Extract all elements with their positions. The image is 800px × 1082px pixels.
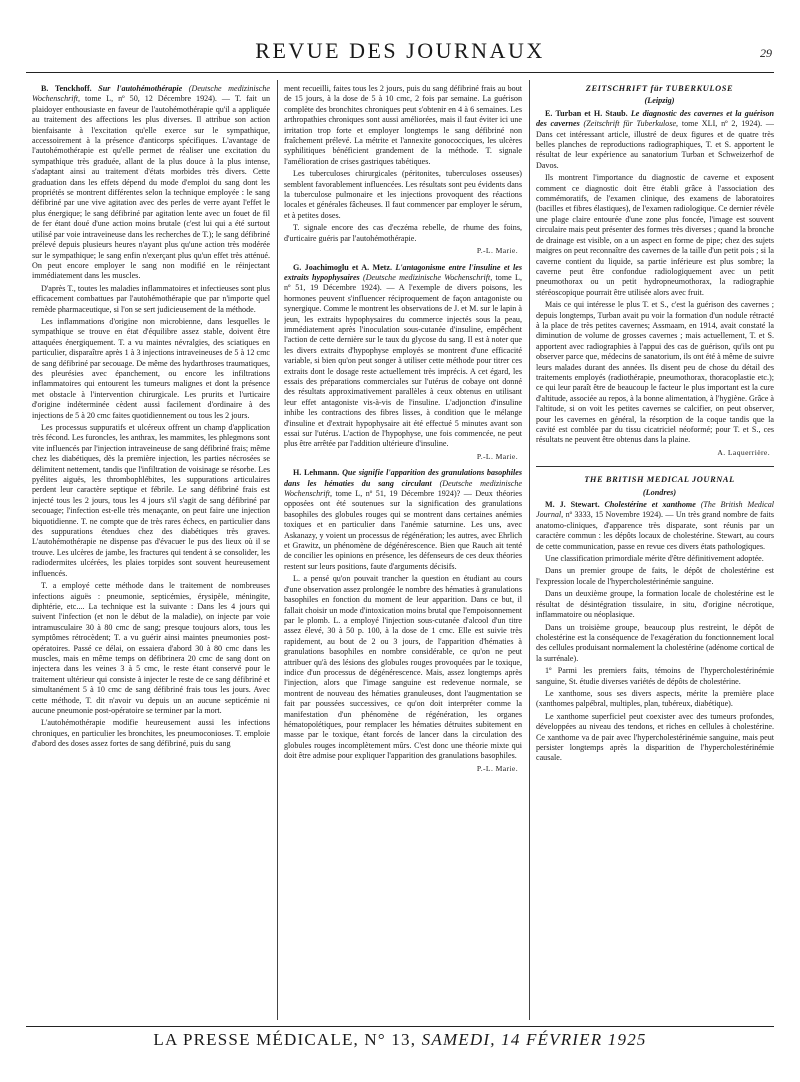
paragraph: Dans un premier groupe de faits, le dépôt de cholestérine est l'expression locale de l'hypercholestérinémie sanguine. bbox=[536, 566, 774, 586]
paragraph: T. signale encore des cas d'eczéma rebelle, de rhume des foins, d'urticaire guéris par l'autohémothérapie. bbox=[284, 223, 522, 243]
article-author: G. Joachimoglu et A. Metz. bbox=[293, 262, 392, 272]
paragraph: Les processus suppuratifs et ulcéreux offrent un champ d'application très fécond. Les furoncles, les anthrax, les mammites, les phlegmons sont vite influencés par l'injection intraveineuse de sang défibriné frais; même chez les diabétiques, dès la première injection, les parties nécrosées se délimitent nettement, tandis que l'infiltration de voisinage se résorbe. Les pyélites aiguës, les thrombophlébites, les suppurations articulaires perdent leur caractère septique et fébrile. Le sang défibriné frais est injecté tous les 2 jours, tous les 4 jours s'il s'agit de sang défibriné par secouage; l'infection est-elle très menaçante, on peut faire une injection biquotidienne. T. ne compte que de très rares échecs, en particulier dans des suppurations étendues chez des diabétiques très graves. L'autohémothérapie ne dispense pas d'évacuer le pus des lieux où il se trouve. Les ulcères de jambe, les fractures qui tendent à se consolider, les radiodermites ulcérées, les plaies torpides sont souvent heureusement influencés. bbox=[32, 423, 270, 578]
paragraph: Le xanthome superficiel peut coexister avec des tumeurs profondes, développées au niveau des tendons, et riches en cellules à cholestérine. Ce xanthome va de pair avec l'hypercholestérinémie sanguine, mais peut persister longtemps après la disparition de l'hypercholestérinémie causale. bbox=[536, 711, 774, 763]
signature: A. Laquerrière. bbox=[717, 447, 770, 457]
paragraph: Une classification primordiale mérite d'être définitivement adoptée. bbox=[545, 554, 764, 564]
footer-rule bbox=[26, 1026, 774, 1027]
article-source: (Zeitschrift für Tuberkulose, bbox=[583, 119, 679, 129]
page-footer bbox=[0, 1030, 800, 1050]
article-source: (Deutsche medizinische Wochenschrift, bbox=[284, 478, 522, 499]
section-divider bbox=[536, 466, 774, 467]
paragraph: Ils montrent l'importance du diagnostic de caverne et exposent comment ce diagnostic doit être établi grâce à l'association des commémoratifs, de l'examen clinique, des examens de laboratoires (bacilles et fibres élastiques), de l'examen radiologique. Ce dernier révèle une plage claire entourée d'une zone plus foncée, l'image est souvent circulaire mais peut présenter des formes très diverses ; quand la bronche de drainage est visible, on a un aspect en forme de pipe; chez des sujets maigres on peut reconnaître des cavernes de la taille d'un petit pois ; si la caverne contient du liquide, sa partie inférieure est plus sombre; la caverne peut être confondue radiologiquement avec un petit pneumothorax ou un petit hydropneumothorax, la radiographie stéréoscopique pourrait être utilisée alors avec fruit. bbox=[536, 173, 774, 297]
article-source: (The British Medical Journal, bbox=[536, 500, 774, 520]
column-divider bbox=[529, 80, 530, 1020]
paragraph: Dans cet intéressant article, illustré de deux figures et de quatre très belles planches de reproductions radiographiques, T. et S. apportent le résultat de leur expérience au sanatorium Turban et Schweizerhof de Davos. bbox=[536, 129, 774, 170]
masthead bbox=[22, 38, 778, 68]
article-reference: tome XLI, nº 2, 1924). — bbox=[681, 119, 774, 129]
page-number: 29 bbox=[760, 46, 772, 60]
article-title: Sur l'autohémothérapie bbox=[98, 84, 183, 93]
article-author: M. J. Stewart. bbox=[545, 500, 600, 510]
paragraph: ment recueilli, faites tous les 2 jours, puis du sang défibriné frais au bout de 15 jours, à la dose de 5 à 10 cmc, 2 fois par semaine. La guérison complète des bronchites chroniques peut s'obtenir en 4 à 6 semaines. Les arthropathies chroniques sont aussi améliorées, mais il faut éviter ici une irritation trop forte et employer longtemps le sang défibriné non fraîchement prélevé. La métrite et l'annexite gonococciques, les ulcères syphilitiques bénéficient grandement de la méthode. T. signale l'amélioration de crises gastriques tabétiques. bbox=[284, 84, 522, 166]
article-title: Le diagnostic des cavernes et la guérison des cavernes bbox=[536, 108, 774, 129]
paragraph: D'après T., toutes les maladies inflammatoires et infectieuses sont plus efficacement combattues par l'autohémothérapie que par n'importe quel remède pharmaceutique, si l'on se sert judicieusement de la méthode. bbox=[32, 283, 270, 314]
article-heading bbox=[536, 500, 774, 552]
article-title: L'antagonisme entre l'insuline et les extraits hypophysaires bbox=[284, 262, 522, 282]
footer-date: SAMEDI, 14 FÉVRIER 1925 bbox=[421, 1030, 647, 1049]
signature: P.-L. Marie. bbox=[476, 763, 518, 773]
article-title: Cholestérine et xanthome bbox=[604, 500, 696, 510]
column-3 bbox=[536, 84, 774, 1016]
column-divider bbox=[277, 80, 278, 1020]
article-reference: tome L, nº 50, 12 Décembre 1924). — bbox=[85, 94, 235, 104]
column-2 bbox=[284, 84, 522, 1016]
paragraph: Les tuberculoses chirurgicales (péritonites, tuberculoses osseuses) semblent favorablement influencées. Les résultats sont peu évidents dans la tuberculose pulmonaire et les injections provoquent des réactions locales et générales fâcheuses. Il faut commencer par employer le sérum, et à petites doses. bbox=[284, 169, 522, 220]
article-author: B. Tenckhoff. bbox=[41, 84, 92, 93]
article-heading bbox=[284, 468, 522, 572]
paragraph: T. a employé cette méthode dans le traitement de nombreuses infections aiguës : pneumonie, septicémies, érysipèle, méningite, diphtérie, etc.... La technique est la suivante : Dans les 4 jours qui suivent l'infection (et non le début de la maladie), on injecte par voie intramusculaire 30 à 80 cmc de sang; presque toujours alors, tous les symptômes rétrocèdent; T. a vu guérir ainsi maintes pneumonies post-opératoires. Passé ce délai, on essaiera d'abord 30 à 80 cmc dans les muscles, mais en même temps on défibrinera 20 cmc de sang dont on injectera dans les veines 3 à 5 cmc, le reste étant conservé pour le traitement ultérieur qui consiste à injecter le reste de ce sang défibriné et simultanément 5 à 10 cmc de sang défibriné frais tous les jours. Avec cette méthode, T. dit n'avoir vu depuis un an aucune septicémie ni aucune pneumonie post-opératoire se terminer par la mort. bbox=[32, 581, 270, 715]
paragraph: Un très grand nombre de faits anatomo-cliniques, d'apparence très disparate, sont réunis par un caractère commun : les dépôts locaux de cholestérine. Stewart, au cours de cette communication, passe en revue ces divers états pathologiques. bbox=[536, 510, 774, 551]
paragraph: A l'exemple de divers poisons, les hormones peuvent s'influencer réciproquement de façon antagoniste ou synergique. Comme le montrent les observations de J. et M. sur le lapin à jeun, les extraits hypophysaires du commerce injectés sous la peau, immédiatement après l'inoculation sous-cutanée d'insuline, empêchent l'action de cette dernière sur le taux du glycose du sang. Il est à noter que les divers extraits d'hypophyse employés se montrent d'une efficacité variable, si bien qu'on peut songer à utiliser cette méthode pour titrer ces extraits dont le dosage reste actuellement très imprécis. A cet égard, les essais des préparations commerciales sur l'utérus de cobaye ont donné des résultats approximativement parallèles à ceux obtenus en utilisant leur effet antagoniste vis-à-vis de l'insuline. L'adjonction d'insuline inhibe les contractions des fibres lisses, à condition que le mélange d'insuline et d'extrait hypophysaire ait été effectué 5 minutes avant son essai sur l'utérus. L'action de l'hypophyse, une fois commencée, ne peut plus être arrêtée par l'addition ultérieure d'insuline. bbox=[284, 283, 522, 449]
paragraph: L'autohémothérapie modifie heureusement aussi les infections chroniques, en particulier les bronchites, les pneumoconioses. T. emploie d'abord des doses assez fortes de sang défibriné, puis du sang bbox=[32, 718, 270, 749]
column-1 bbox=[32, 84, 270, 1016]
signature: P.-L. Marie. bbox=[476, 246, 518, 256]
article-heading bbox=[284, 263, 522, 450]
paragraph: Dans un troisième groupe, beaucoup plus restreint, le dépôt de cholestérine est la conséquence de l'exagération du fonctionnement local des cellules produisant normalement la cholestérine (adénome cortical de la surrénale). bbox=[536, 622, 774, 663]
paragraph: T. fait un plaidoyer enthousiaste en faveur de l'autohémothérapie qu'il a appliquée au traitement des affections les plus diverses. Il attribue son action bienfaisante à l'excitation qu'elle exerce sur le sympathique, accessoirement à la présence d'anticorps spécifiques. L'avantage de l'autohémothérapie est qu'elle permet de réaliser une excitation du sympathique très graduée, allant de la plus douce à la plus intense, s'adaptant ainsi au traitement d'états morbides très divers. Cette graduation dans les effets dépend du mode d'emploi du sang dont les propriétés se montrent différentes selon la technique employée : le sang défibriné par une vive agitation avec des perles de verre ayant l'effet le plus énergique; le sang défibriné par agitation lente avec un fouet de fil de fer étant doué d'une action moins brutale (c'est lui qui a été surtout utilisé par voie intraveineuse dans les recherches de T.); le sang défibriné prélevé depuis plusieurs heures n'ayant plus qu'une action très modérée sur le sympathique; le sang enfin n'exerçant plus qu'un effet très atténué. On peut encore employer le sang non modifié en le réinjectant immédiatement dans les muscles. bbox=[32, 94, 270, 281]
paragraph: Dans un deuxième groupe, la formation locale de cholestérine est le résultat de désintégration tissulaire, in situ, d'origine nécrotique, inflammatoire ou néoplasique. bbox=[536, 589, 774, 620]
article-source: (Deutsche medizinische Wochenschrift, bbox=[32, 84, 270, 104]
journal-city: (Leipzig) bbox=[644, 96, 675, 106]
paragraph: 1º Parmi les premiers faits, témoins de l'hypercholestérinémie sanguine, St. étudie diverses variétés de dépôts de cholestérine. bbox=[536, 666, 774, 686]
article-source: (Deutsche medizinische Wochenschrift, bbox=[363, 272, 493, 282]
journal-city: (Londres) bbox=[642, 487, 677, 497]
article-author: H. Lehmann. bbox=[293, 468, 340, 478]
article-reference: nº 3333, 15 Novembre 1924). — bbox=[565, 510, 676, 520]
paragraph: Deux théories opposées ont été soutenues sur la signification des granulations basophiles des globules rouges qui se montrent dans certaines anémies toxiques et en particulier dans l'anémie saturnine. Les uns, avec Askanazy, y voient un processus de régénération; les autres, avec Ehrlich et Grawitz, un phénomène de dégénérescence. Bien que Rauch ait tenté de concilier les opinions en présence, les défenseurs de ces deux théories restent sur leurs positions, faute d'arguments décisifs. bbox=[284, 489, 522, 571]
header-rule bbox=[26, 72, 774, 73]
article-author: E. Turban et H. Staub. bbox=[545, 108, 628, 118]
paragraph: L. a pensé qu'on pouvait trancher la question en étudiant au cours d'une observation assez prolongée le nombre des hématies à granulations basophiles en fonction du moment de leur apparition. Dans ce but, il fallait choisir un mode d'intoxication moins brutal que l'empoisonnement par le plomb. L. a employé l'injection sous-cutanée d'alcool d'un titre assez élevé, 30 à 50 p. 100, à la dose de 1 cmc. Elle est suivie très rapidement, au bout de 2 ou 3 jours, de l'apparition d'hématies à granulations basophiles en nombre considérable, ce qu'on ne peut attribuer qu'à des lésions des globules rouges provoquées par le toxique, indice d'un processus de dégénérescence. Mais, assez longtemps après l'injection, alors que l'image sanguine est redevenue normale, se montrent de nouveau des hématies granuleuses, dont l'augmentation se fait par poussées successives, ce qu'on doit interpréter comme la manifestation d'un phénomène de régénération, les organes hématopoïétiques, pour remplacer les hématies détruites subitement en masse par le toxique, étant forcés de lancer dans la circulation des globules rouges incomplètement mûrs. C'est donc une théorie mixte qui doit être admise pour expliquer l'apparition des granulations basophiles. bbox=[284, 574, 522, 761]
article-title: Que signifie l'apparition des granulations basophiles dans les hématies du sang circulant bbox=[284, 468, 522, 488]
journal-name: THE BRITISH MEDICAL JOURNAL bbox=[584, 475, 735, 485]
journal-name: ZEITSCHRIFT für TUBERKULOSE bbox=[585, 84, 734, 93]
article-reference: tome L, nº 51, 19 Décembre 1924)? — bbox=[335, 489, 476, 499]
signature: P.-L. Marie. bbox=[476, 451, 518, 461]
paragraph: Le xanthome, sous ses divers aspects, mérite la première place (xanthomes palpébral, multiples, plan, tubéreux, diabétique). bbox=[536, 688, 774, 709]
article-heading bbox=[536, 109, 774, 171]
page-title: REVUE DES JOURNAUX bbox=[255, 38, 545, 63]
footer-journal: LA PRESSE MÉDICALE, N° 13, bbox=[153, 1030, 417, 1049]
article-reference: tome L, nº 51, 19 Décembre 1924). — bbox=[284, 272, 522, 293]
paragraph: Mais ce qui intéresse le plus T. et S., c'est la guérison des cavernes ; depuis longtemps, Turban avait pu voir la formation d'un nodule rétracté à la place de très petites cavernes; Assmaam, en 1914, avait constaté la diminution de volume de grosses cavernes ; mais actuellement, T. et S. apportent avec radiographies à l'appui des cas de guérison, qu'ils ont pu observer parce que, médecins de sanatorium, ils ont été à même de suivre leurs malades durant des années. Ils disent peu de chose du détail des traitements employés (radiothérapie, pneumothorax, thoracoplastie etc.); ce qui leur paraît être de beaucoup le facteur le plus important est la cure d'altitude, associée au repos, à la bonne alimentation, à l'hygiène. Grâce à l'altitude, si on voit les petites cavernes se calcifier, on peut observer, pour les cavernes en général, la résorption de la coque tandis que la cavité est comblée par du tissu cicatriciel néoformé; pour T. et S., ces résultats ne peuvent être obtenus dans la plaine. bbox=[536, 300, 774, 445]
paragraph: Les inflammations d'origine non microbienne, dans lesquelles le sympathique se trouve en état d'équilibre assez stable, doivent être attaquées énergiquement. T. a vu maintes névralgies, des sciatiques en particulier, disparaître après 1 à 3 injections intraveineuses de 5 à 12 cmc de sang défibriné par secouage. De même des hydarthroses traumatiques, des pleurésies avec épanchement, ou encore les infiltrations inflammatoires qui entourent les tumeurs malignes et dont la présence met obstacle à l'intervention chirurgicale. Les prurits et l'urticaire d'origine indéterminée cèdent aussi facilement d'ordinaire à des injections de 5 à 20 cmc faites quotidiennement ou tous les 2 jours. bbox=[32, 316, 270, 420]
article-heading bbox=[32, 84, 270, 282]
